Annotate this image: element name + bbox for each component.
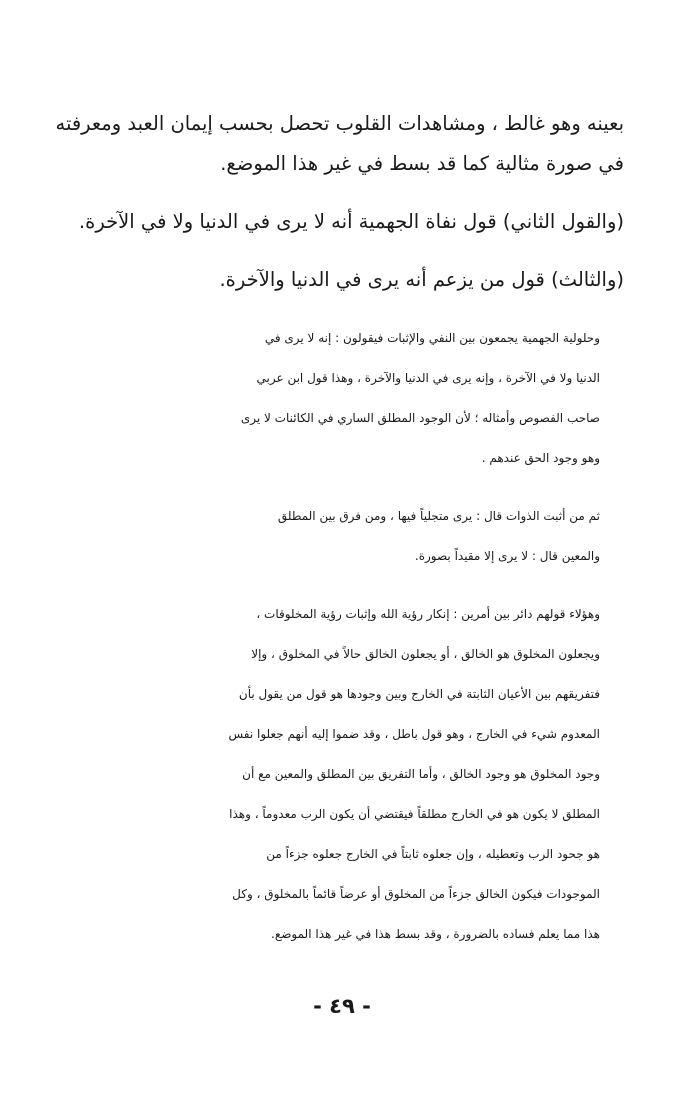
- text-line: بعينه وهو غالط ، ومشاهدات القلوب تحصل بحسب إيمان العبد ومعرفته: [55, 112, 624, 135]
- text-line: هو جحود الرب وتعطيله ، وإن جعلوه ثابتاً في الخارج جعلوه جزءاً من: [266, 847, 600, 861]
- text-line: صاحب الفصوص وأمثاله ؛ لأن الوجود المطلق الساري في الكائنات لا يرى: [240, 411, 600, 425]
- text-line: وجود المخلوق هو وجود الخالق ، وأما التفريق بين المطلق والمعين مع أن: [242, 767, 600, 781]
- paragraph-5: [54, 496, 624, 576]
- text-line: في صورة مثالية كما قد بسط في غير هذا الموضع.: [220, 152, 624, 175]
- text-line: (والثالث) قول من يزعم أنه يرى في الدنيا والآخرة.: [219, 268, 624, 291]
- paragraph-2: [54, 202, 624, 242]
- text-line: ويجعلون المخلوق هو الخالق ، أو يجعلون الخالق حالاً في المخلوق ، وإلا: [251, 647, 600, 661]
- text-line: هذا مما يعلم فساده بالضرورة ، وقد بسط هذا في غير هذا الموضع.: [271, 927, 600, 941]
- paragraph-1: [54, 104, 624, 184]
- text-line: وحلولية الجهمية يجمعون بين النفي والإثبات فيقولون : إنه لا يرى في: [264, 331, 600, 345]
- text-line: المطلق لا يكون هو في الخارج مطلقاً فيقتضي أن يكون الرب معدوماً ، وهذا: [229, 807, 600, 821]
- text-line: المعدوم شيء في الخارج ، وهو قول باطل ، وقد ضموا إليه أنهم جعلوا نفس: [228, 727, 600, 741]
- paragraph-4: [54, 318, 624, 478]
- page-number: - ٤٩ -: [313, 994, 371, 1018]
- text-line: وهو وجود الحق عندهم .: [481, 451, 600, 465]
- paragraph-3: [54, 260, 624, 300]
- text-line: (والقول الثاني) قول نفاة الجهمية أنه لا يرى في الدنيا ولا في الآخرة.: [78, 210, 624, 233]
- text-line: الدنيا ولا في الآخرة ، وإنه يرى في الدنيا والآخرة ، وهذا قول ابن عربي: [256, 371, 600, 385]
- page-body: [54, 104, 624, 972]
- text-line: والمعين قال : لا يرى إلا مقيداً بصورة.: [414, 549, 600, 563]
- text-line: الموجودات فيكون الخالق جزءاً من المخلوق أو عرضاً قائماً بالمخلوق ، وكل: [232, 887, 600, 901]
- paragraph-6: [54, 594, 624, 954]
- text-line: وهؤلاء قولهم دائر بين أمرين : إنكار رؤية الله وإثبات رؤية المخلوقات ،: [256, 607, 600, 621]
- text-line: ثم من أثبت الذوات قال : يرى متجلياً فيها ، ومن فرق بين المطلق: [277, 509, 600, 523]
- text-line: فتفريقهم بين الأعيان الثابتة في الخارج وبين وجودها هو قول من يقول بأن: [238, 687, 600, 701]
